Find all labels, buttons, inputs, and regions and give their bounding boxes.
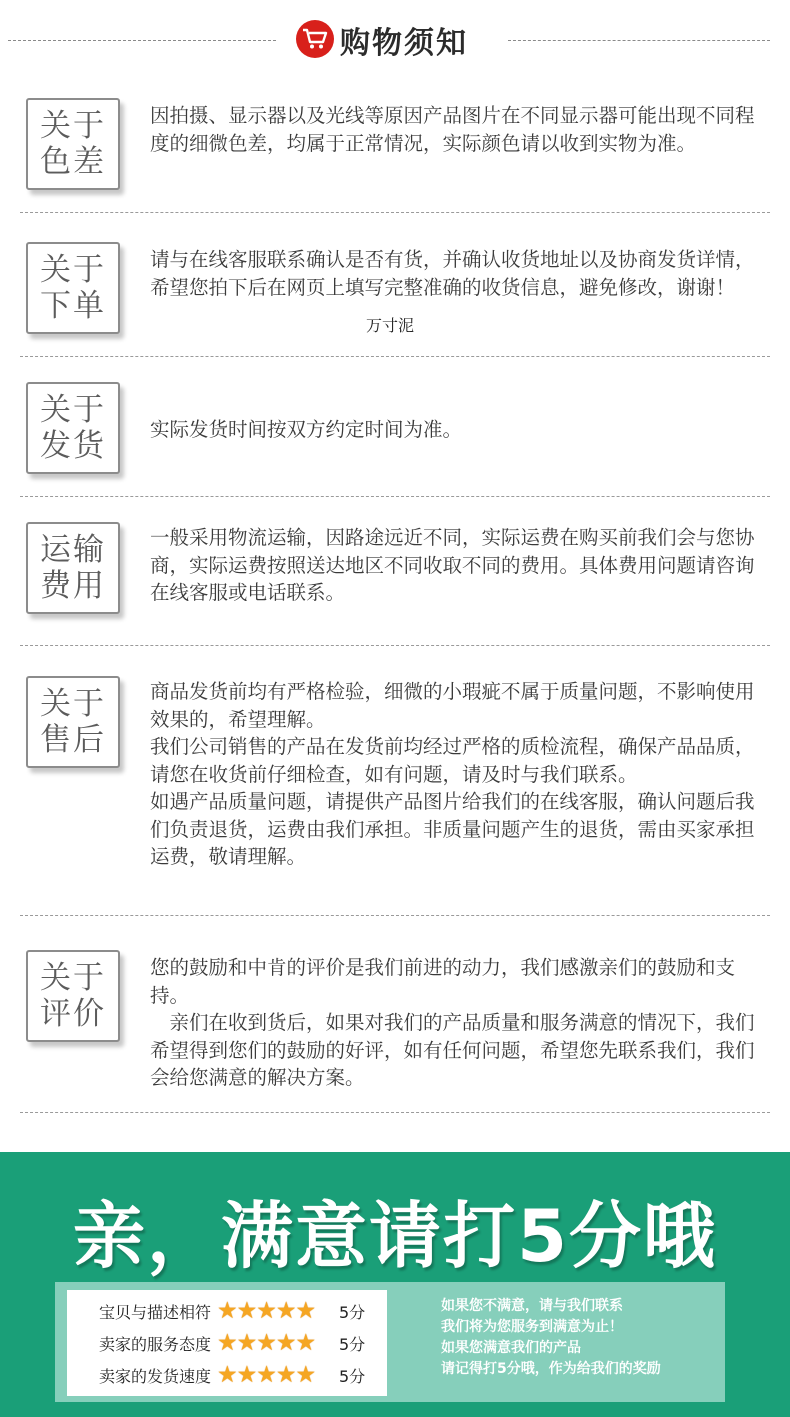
banner-title: 亲，满意请打5分哦: [72, 1194, 718, 1278]
message-line: 我们将为您服务到满意为止！: [441, 1319, 623, 1335]
rating-row: [67, 1328, 387, 1358]
message-line: 如果您不满意，请与我们联系: [441, 1298, 623, 1314]
page-title: 购物须知: [340, 26, 468, 61]
star-rating: [217, 1330, 335, 1356]
header-divider-right: [508, 40, 770, 41]
badge-line: 关于: [40, 960, 106, 996]
star-rating: [217, 1362, 335, 1388]
rating-row: [67, 1296, 387, 1326]
star-icon: ★: [295, 1298, 317, 1324]
badge-line: 评价: [40, 996, 106, 1032]
rating-score: 5分: [339, 1334, 366, 1354]
star-icon: ★: [256, 1330, 277, 1356]
rating-label: 卖家的服务态度: [98, 1334, 211, 1354]
section-paragraph: 如遇产品质量问题，请提供产品图片给我们的在线客服，确认问题后我们负责退货，运费由我们承担。非质量问题产生的退货，需由买家承担运费，敬请理解。: [150, 790, 755, 868]
star-icon: ★: [236, 1330, 258, 1356]
section-text: [150, 246, 760, 301]
satisfaction-message: [441, 1296, 721, 1380]
star-icon: ★: [275, 1298, 297, 1324]
badge-line: 售后: [40, 722, 106, 758]
section-text: [150, 416, 760, 444]
badge-line: 费用: [40, 568, 106, 604]
star-icon: ★: [217, 1330, 238, 1356]
shopping-cart-icon: [296, 20, 334, 58]
section-paragraph: 请与在线客服联系确认是否有货，并确认收货地址以及协商发货详情，希望您拍下后在网页上填写完整准确的收货信息，避免修改，谢谢！: [150, 248, 755, 299]
section-paragraph: 因拍摄、显示器以及光线等原因产品图片在不同显示器可能出现不同程度的细微色差，均属于正常情况，实际颜色请以收到实物为准。: [150, 104, 755, 155]
section-divider: [20, 356, 770, 357]
section-badge: [26, 522, 120, 614]
rating-banner: [0, 1152, 790, 1417]
badge-line: 发货: [40, 428, 106, 464]
section-divider: [20, 212, 770, 213]
badge-line: 运输: [40, 532, 106, 568]
star-icon: ★: [217, 1298, 238, 1324]
section-paragraph: 我们公司销售的产品在发货前均经过严格的质检流程，确保产品品质，请您在收货前仔细检查，如有问题，请及时与我们联系。: [150, 735, 755, 786]
rating-label: 卖家的发货速度: [98, 1366, 211, 1386]
rating-box: [67, 1290, 387, 1396]
section-text: [150, 678, 760, 871]
badge-line: 关于: [40, 108, 106, 144]
section-paragraph: 一般采用物流运输，因路途远近不同，实际运费在购买前我们会与您协商，实际运费按照送达地区不同收取不同的费用。具体费用问题请咨询在线客服或电话联系。: [150, 526, 755, 604]
section-paragraph: 商品发货前均有严格检验，细微的小瑕疵不属于质量问题，不影响使用效果的，希望理解。: [150, 680, 755, 731]
star-icon: ★: [256, 1298, 277, 1324]
star-icon: ★: [295, 1330, 317, 1356]
badge-line: 关于: [40, 686, 106, 722]
rating-panel: [55, 1282, 725, 1402]
section-divider: [20, 915, 770, 916]
star-icon: ★: [275, 1362, 297, 1388]
star-icon: ★: [275, 1330, 297, 1356]
badge-line: 色差: [40, 144, 106, 180]
section-badge: [26, 950, 120, 1042]
watermark-text: 万寸泥: [366, 316, 415, 335]
rating-row: [67, 1360, 387, 1390]
rating-label: 宝贝与描述相符: [98, 1302, 211, 1322]
badge-line: 关于: [40, 392, 106, 428]
section-paragraph: 您的鼓励和中肯的评价是我们前进的动力，我们感激亲们的鼓励和支持。: [150, 956, 736, 1007]
section-badge: [26, 242, 120, 334]
section-text: [150, 102, 760, 157]
message-line: 请记得打5分哦，作为给我们的奖励: [441, 1361, 661, 1377]
section-paragraph: 亲们在收到货后，如果对我们的产品质量和服务满意的情况下，我们希望得到您们的鼓励的好评，如有任何问题，希望您先联系我们，我们会给您满意的解决方案。: [150, 1011, 755, 1089]
section-badge: [26, 98, 120, 190]
star-icon: ★: [217, 1362, 238, 1388]
section-badge: [26, 382, 120, 474]
section-paragraph: 实际发货时间按双方约定时间为准。: [150, 418, 463, 441]
rating-score: 5分: [339, 1366, 366, 1386]
section-text: [150, 524, 760, 607]
star-icon: ★: [295, 1362, 317, 1388]
section-text: [150, 954, 760, 1092]
star-icon: ★: [256, 1362, 277, 1388]
badge-line: 关于: [40, 252, 106, 288]
section-divider: [20, 645, 770, 646]
star-icon: ★: [236, 1362, 258, 1388]
header-divider-left: [8, 40, 276, 41]
badge-line: 下单: [40, 288, 106, 324]
section-badge: [26, 676, 120, 768]
rating-score: 5分: [339, 1302, 366, 1322]
section-divider: [20, 1112, 770, 1113]
section-divider: [20, 496, 770, 497]
page-header: [0, 0, 790, 75]
star-icon: ★: [236, 1298, 258, 1324]
message-line: 如果您满意我们的产品: [441, 1340, 581, 1356]
star-rating: [217, 1298, 335, 1324]
